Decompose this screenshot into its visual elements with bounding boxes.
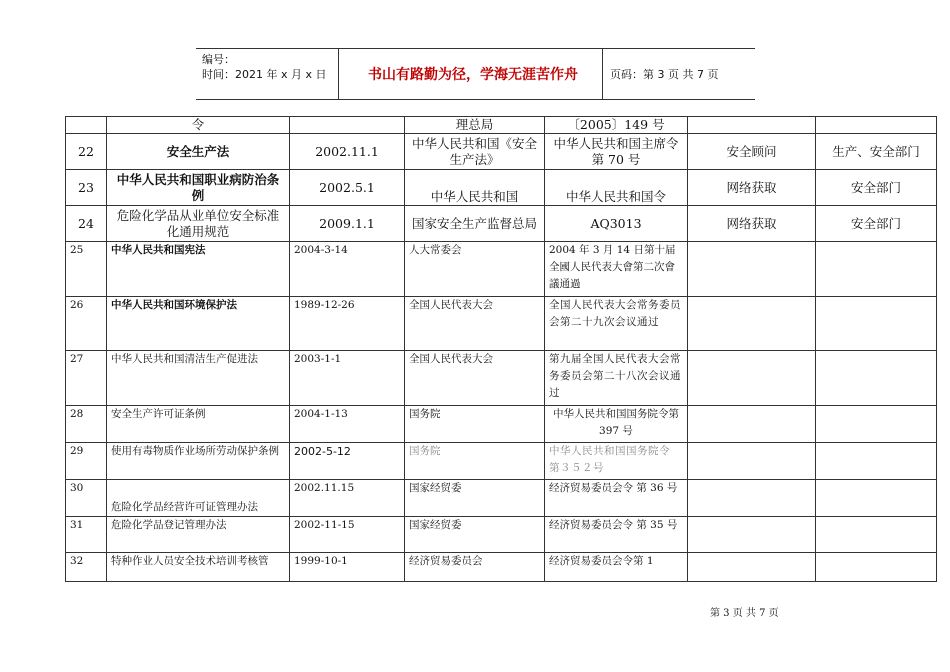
cell-dept [816, 242, 937, 297]
cell-no [66, 117, 107, 134]
cell-dept: 安全部门 [816, 206, 937, 242]
cell-name: 中华人民共和国环境保护法 [107, 297, 290, 351]
cell-name: 中华人民共和国清洁生产促进法 [107, 351, 290, 406]
cell-no: 27 [66, 351, 107, 406]
cell-doc: 经济贸易委员会令 第 35 号 [545, 517, 688, 553]
table-row [66, 297, 937, 351]
cell-dept [816, 480, 937, 517]
cell-source [688, 443, 816, 480]
cell-source [688, 553, 816, 582]
cell-issuer: 全国人民代表大会 [405, 297, 545, 351]
cell-doc: 第九届全国人民代表大会常务委员会第二十八次会议通过 [545, 351, 688, 406]
cell-issuer: 中华人民共和国 [405, 170, 545, 206]
cell-doc: 中华人民共和国令 [545, 170, 688, 206]
cell-dept: 安全部门 [816, 170, 937, 206]
cell-dept [816, 553, 937, 582]
cell-issuer: 经济贸易委员会 [405, 553, 545, 582]
cell-no: 28 [66, 406, 107, 443]
cell-dept [816, 517, 937, 553]
cell-name: 危险化学品登记管理办法 [107, 517, 290, 553]
cell-date: 2002-5-12 [290, 443, 405, 480]
table-row [66, 406, 937, 443]
table-row [66, 134, 937, 170]
time-label: 时间：2021 年 x 月 x 日 [202, 68, 327, 81]
table-row [66, 117, 937, 134]
page-footer: 第 3 页 共 7 页 [710, 608, 779, 619]
cell-source [688, 297, 816, 351]
cell-issuer: 国务院 [405, 406, 545, 443]
cell-date: 2002.5.1 [290, 170, 405, 206]
table-row [66, 206, 937, 242]
cell-dept [816, 297, 937, 351]
cell-date: 2002.11.1 [290, 134, 405, 170]
cell-no: 29 [66, 443, 107, 480]
table-row [66, 351, 937, 406]
cell-date: 2004-1-13 [290, 406, 405, 443]
cell-doc: 经济贸易委员会令 第 36 号 [545, 480, 688, 517]
cell-issuer: 全国人民代表大会 [405, 351, 545, 406]
cell-date: 2002.11.15 [290, 480, 405, 517]
cell-name: 危险化学品经营许可证管理办法 [107, 480, 290, 517]
cell-dept [816, 406, 937, 443]
cell-name: 令 [107, 117, 290, 134]
cell-issuer: 国家经贸委 [405, 480, 545, 517]
cell-doc: 经济贸易委员会令第 1 [545, 553, 688, 582]
cell-issuer: 国务院 [405, 443, 545, 480]
cell-source [688, 406, 816, 443]
cell-no: 24 [66, 206, 107, 242]
cell-doc: 中华人民共和国国务院令第 397 号 [545, 406, 688, 443]
regulations-table [65, 116, 937, 582]
cell-date: 2003-1-1 [290, 351, 405, 406]
table-row [66, 553, 937, 582]
cell-issuer: 国家经贸委 [405, 517, 545, 553]
cell-doc: 全国人民代表大会常务委员会第二十九次会议通过 [545, 297, 688, 351]
cell-doc: 中华人民共和国主席令第 70 号 [545, 134, 688, 170]
cell-date [290, 117, 405, 134]
table-row [66, 242, 937, 297]
cell-doc: 中华人民共和国国务院令 第３５２号 [545, 443, 688, 480]
table-row [66, 443, 937, 480]
table-row [66, 170, 937, 206]
cell-source [688, 117, 816, 134]
cell-name: 中华人民共和国宪法 [107, 242, 290, 297]
table-row [66, 517, 937, 553]
cell-no: 31 [66, 517, 107, 553]
cell-dept: 生产、安全部门 [816, 134, 937, 170]
cell-name: 特种作业人员安全技术培训考核管 [107, 553, 290, 582]
cell-no: 30 [66, 480, 107, 517]
cell-name: 中华人民共和国职业病防治条例 [107, 170, 290, 206]
cell-no: 32 [66, 553, 107, 582]
header-meta [202, 52, 327, 82]
cell-issuer: 中华人民共和国《安全生产法》 [405, 134, 545, 170]
cell-source: 网络获取 [688, 170, 816, 206]
cell-date: 2009.1.1 [290, 206, 405, 242]
cell-source: 安全顾问 [688, 134, 816, 170]
cell-source [688, 242, 816, 297]
cell-dept [816, 117, 937, 134]
cell-source [688, 351, 816, 406]
cell-no: 26 [66, 297, 107, 351]
cell-doc: 2004 年 3 月 14 日第十届全國人民代表大會第二次會議通過 [545, 242, 688, 297]
cell-name: 安全生产许可证条例 [107, 406, 290, 443]
cell-name: 使用有毒物质作业场所劳动保护条例 [107, 443, 290, 480]
cell-no: 25 [66, 242, 107, 297]
cell-name: 安全生产法 [107, 134, 290, 170]
cell-date: 2004-3-14 [290, 242, 405, 297]
cell-issuer: 国家安全生产监督总局 [405, 206, 545, 242]
cell-date: 1989-12-26 [290, 297, 405, 351]
table-row [66, 480, 937, 517]
cell-source: 网络获取 [688, 206, 816, 242]
header-motto: 书山有路勤为径，学海无涯苦作舟 [368, 67, 578, 83]
cell-dept [816, 443, 937, 480]
cell-name: 危险化学品从业单位安全标准化通用规范 [107, 206, 290, 242]
cell-source [688, 517, 816, 553]
cell-date: 2002-11-15 [290, 517, 405, 553]
cell-date: 1999-10-1 [290, 553, 405, 582]
cell-issuer: 人大常委会 [405, 242, 545, 297]
header-page-number: 页码：第 3 页 共 7 页 [610, 68, 719, 81]
cell-doc: AQ3013 [545, 206, 688, 242]
header-divider [338, 49, 339, 99]
page-header [196, 48, 755, 100]
cell-issuer: 理总局 [405, 117, 545, 134]
number-label: 编号： [202, 53, 235, 66]
cell-doc: 〔2005〕149 号 [545, 117, 688, 134]
cell-no: 23 [66, 170, 107, 206]
cell-dept [816, 351, 937, 406]
cell-source [688, 480, 816, 517]
cell-no: 22 [66, 134, 107, 170]
